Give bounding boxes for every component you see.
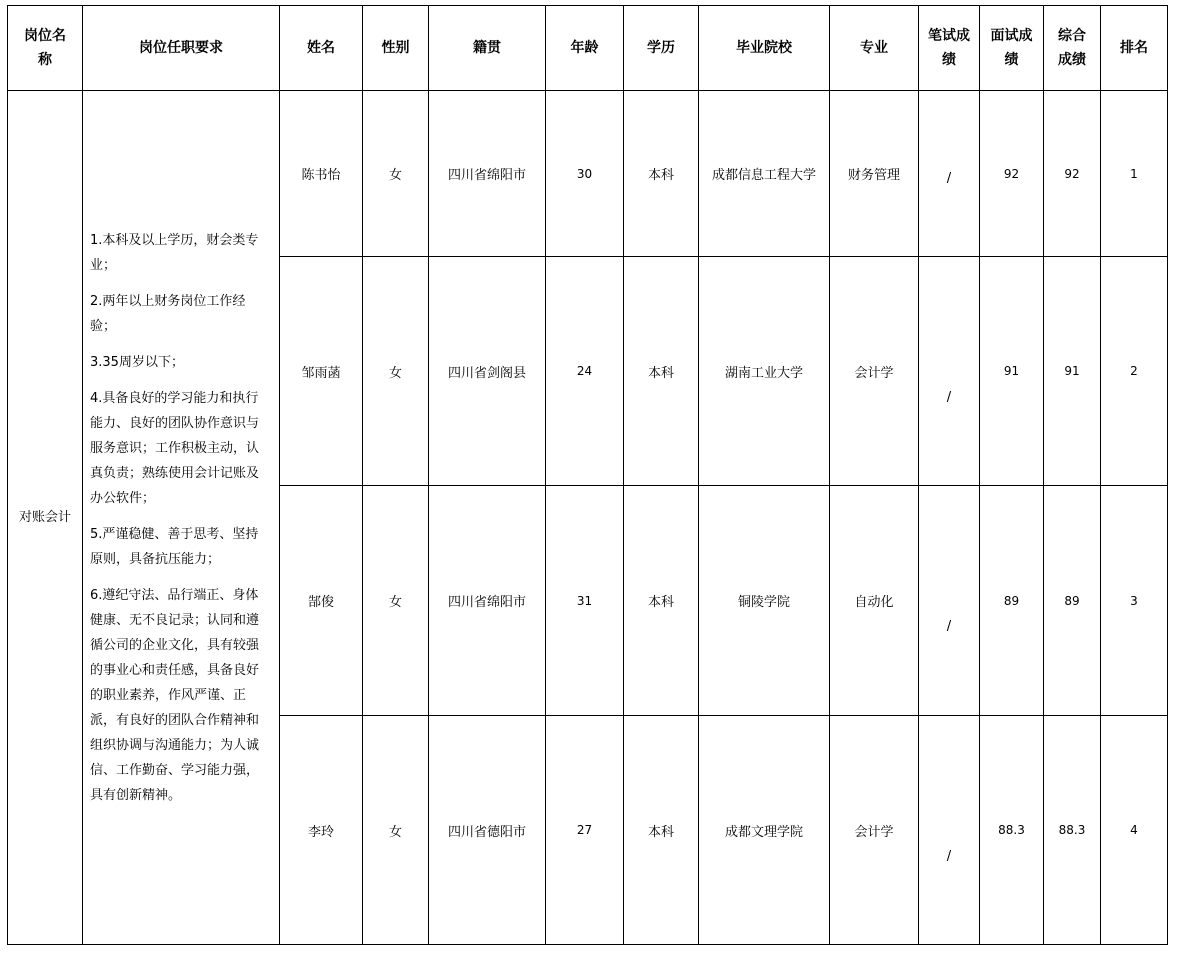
- header-cell-major: 专业: [830, 6, 919, 91]
- requirements-cell: [83, 91, 280, 945]
- candidate-rank: 4: [1101, 716, 1168, 945]
- requirement-item: 3.35周岁以下；: [90, 354, 184, 370]
- candidate-school: 成都信息工程大学: [699, 91, 830, 257]
- candidate-education: 本科: [624, 257, 699, 486]
- candidate-name: 陈书怡: [280, 91, 363, 257]
- header-cell-requirements: 岗位任职要求: [83, 6, 280, 91]
- position-name-cell: 对账会计: [8, 91, 83, 945]
- candidate-age: 27: [546, 716, 624, 945]
- header-cell-total-score: 综合成绩: [1044, 6, 1101, 91]
- candidate-major: 会计学: [830, 257, 919, 486]
- candidate-interview-score: 92: [980, 91, 1044, 257]
- candidate-written-score: /: [919, 486, 980, 716]
- candidate-age: 31: [546, 486, 624, 716]
- header-cell-rank: 排名: [1101, 6, 1168, 91]
- candidate-name: 李玲: [280, 716, 363, 945]
- candidate-interview-score: 89: [980, 486, 1044, 716]
- candidate-gender: 女: [363, 91, 429, 257]
- candidate-gender: 女: [363, 257, 429, 486]
- candidate-major: 财务管理: [830, 91, 919, 257]
- candidate-rank: 2: [1101, 257, 1168, 486]
- header-cell-name: 姓名: [280, 6, 363, 91]
- header-cell-school: 毕业院校: [699, 6, 830, 91]
- header-row: [8, 6, 1168, 91]
- candidate-age: 30: [546, 91, 624, 257]
- table-row: [8, 91, 1168, 257]
- requirement-item: 2.两年以上财务岗位工作经验；: [90, 293, 246, 334]
- candidate-major: 自动化: [830, 486, 919, 716]
- candidate-major: 会计学: [830, 716, 919, 945]
- header-cell-position: 岗位名称: [8, 6, 83, 91]
- candidate-total-score: 89: [1044, 486, 1101, 716]
- header-cell-written-score: 笔试成绩: [919, 6, 980, 91]
- candidate-written-score: /: [919, 91, 980, 257]
- header-cell-education: 学历: [624, 6, 699, 91]
- results-table: [7, 5, 1168, 945]
- candidate-school: 成都文理学院: [699, 716, 830, 945]
- candidate-rank: 3: [1101, 486, 1168, 716]
- candidate-rank: 1: [1101, 91, 1168, 257]
- candidate-total-score: 91: [1044, 257, 1101, 486]
- candidate-total-score: 92: [1044, 91, 1101, 257]
- candidate-name: 邹雨菡: [280, 257, 363, 486]
- candidate-education: 本科: [624, 486, 699, 716]
- header-cell-gender: 性别: [363, 6, 429, 91]
- candidate-name: 郜俊: [280, 486, 363, 716]
- requirement-item: 6.遵纪守法、品行端正、身体健康、无不良记录；认同和遵循公司的企业文化，具有较强的事业心和责任感，具备良好的职业素养，作风严谨、正派，有良好的团队合作精神和组织协调与沟通能力；为人诚信、工作勤奋、学习能力强，具有创新精神。: [90, 587, 260, 803]
- candidate-origin: 四川省德阳市: [429, 716, 546, 945]
- candidate-interview-score: 91: [980, 257, 1044, 486]
- candidate-education: 本科: [624, 91, 699, 257]
- requirement-item: 1.本科及以上学历，财会类专业；: [90, 232, 259, 273]
- candidate-origin: 四川省剑阁县: [429, 257, 546, 486]
- header-cell-origin: 籍贯: [429, 6, 546, 91]
- candidate-gender: 女: [363, 716, 429, 945]
- requirement-item: 4.具备良好的学习能力和执行能力、良好的团队协作意识与服务意识；工作积极主动，认真负责；熟练使用会计记账及办公软件；: [90, 390, 260, 506]
- requirement-item: 5.严谨稳健、善于思考、坚持原则，具备抗压能力；: [90, 526, 259, 567]
- candidate-school: 湖南工业大学: [699, 257, 830, 486]
- candidate-written-score: /: [919, 257, 980, 486]
- results-sheet: [7, 5, 1168, 945]
- candidate-interview-score: 88.3: [980, 716, 1044, 945]
- header-cell-age: 年龄: [546, 6, 624, 91]
- candidate-written-score: /: [919, 716, 980, 945]
- candidate-origin: 四川省绵阳市: [429, 91, 546, 257]
- candidate-education: 本科: [624, 716, 699, 945]
- candidate-origin: 四川省绵阳市: [429, 486, 546, 716]
- header-cell-interview-score: 面试成绩: [980, 6, 1044, 91]
- candidate-age: 24: [546, 257, 624, 486]
- candidate-total-score: 88.3: [1044, 716, 1101, 945]
- candidate-gender: 女: [363, 486, 429, 716]
- candidate-school: 铜陵学院: [699, 486, 830, 716]
